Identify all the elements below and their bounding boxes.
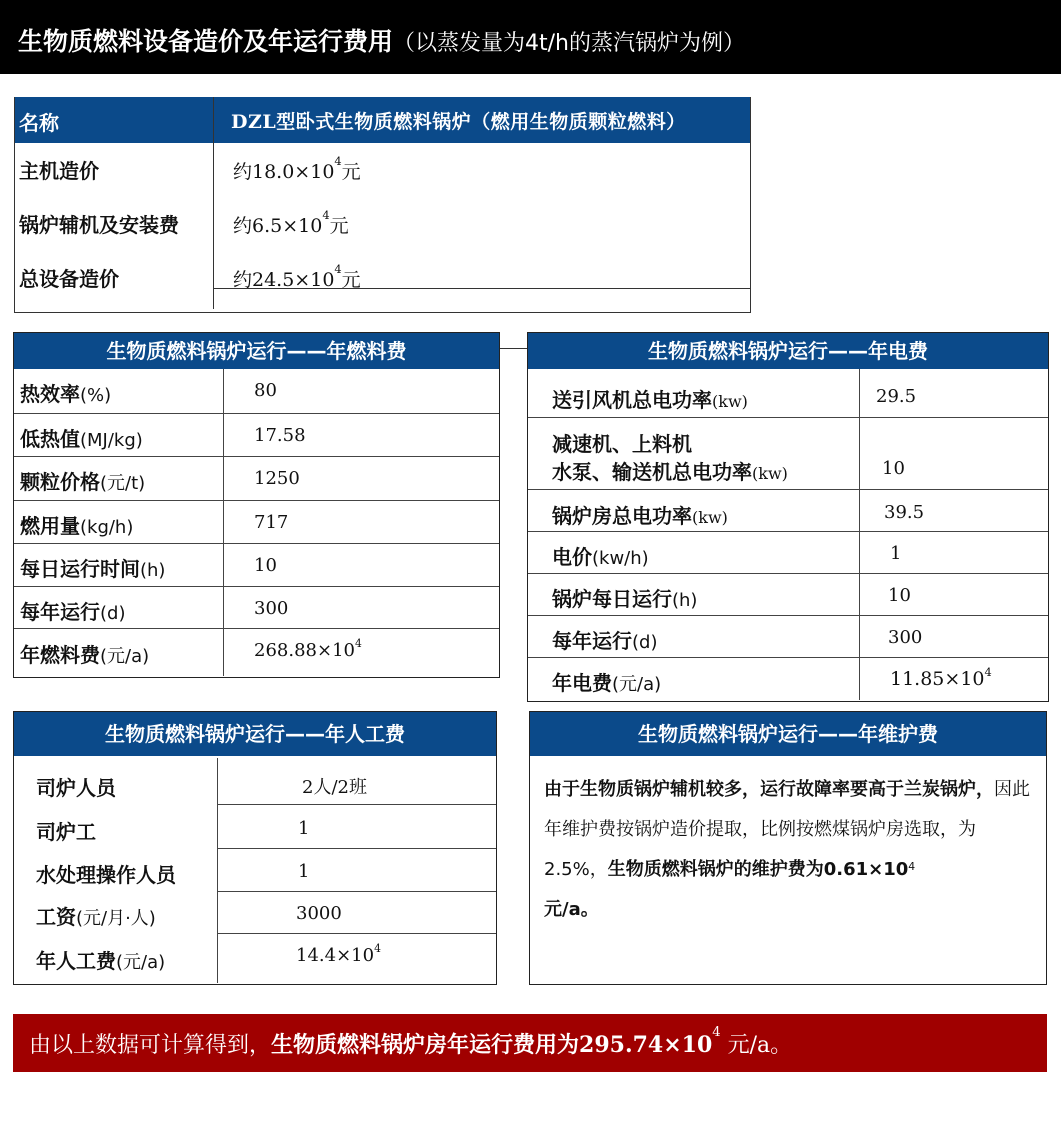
row-label: 总设备造价 <box>19 267 119 291</box>
labor-table-title: 生物质燃料锅炉运行——年人工费 <box>14 712 496 756</box>
table-row <box>15 251 750 304</box>
row-value: $14.4\times 10^4$ <box>296 942 381 966</box>
row-value: 约$24.5\times 10^4$元 <box>233 262 361 291</box>
row-label-line1: 减速机、上料机 <box>552 432 692 456</box>
row-value: 17.58 <box>254 425 306 446</box>
page-title-main: 生物质燃料设备造价及年运行费用 <box>18 27 394 56</box>
row-label: 锅炉房总电功率(kw) <box>552 504 728 528</box>
row-value: 1 <box>890 543 902 564</box>
row-value: 1250 <box>254 468 300 489</box>
table-row <box>528 489 1048 532</box>
row-label: 司炉人员 <box>36 776 116 800</box>
table-row <box>14 586 499 629</box>
summary-text: 由以上数据可计算得到，生物质燃料锅炉房年运行费用为$295.74\times 10^4$ 元/a。 <box>29 1025 793 1058</box>
row-value: 1 <box>298 818 310 839</box>
row-value: $11.85\times 10^4$ <box>890 665 992 690</box>
row-label: 司炉工 <box>36 820 96 844</box>
row-label: 每年运行(d) <box>552 629 658 653</box>
row-value: 300 <box>254 598 289 619</box>
row-value: 3000 <box>296 903 342 924</box>
header-boiler-model: DZL型卧式生物质燃料锅炉（燃用生物质颗粒燃料） <box>231 111 686 133</box>
row-label: 锅炉辅机及安装费 <box>19 213 179 237</box>
table-row <box>528 531 1048 574</box>
row-value: 10 <box>254 555 277 576</box>
row-label: 低热值(MJ/kg) <box>20 427 143 451</box>
table-row <box>528 615 1048 658</box>
row-label: 电价(kw/h) <box>552 545 649 569</box>
table-row <box>528 417 1048 490</box>
row-label: 热效率(%) <box>20 382 112 406</box>
table-row <box>14 804 496 848</box>
row-value: 2人/2班 <box>302 777 367 798</box>
row-value: 约$18.0\times 10^4$元 <box>233 154 361 183</box>
annual-fuel-cost-table <box>13 332 500 678</box>
row-value: 717 <box>254 512 289 533</box>
table-row <box>14 456 499 501</box>
row-value: 10 <box>882 458 905 479</box>
row-value: 39.5 <box>884 502 925 523</box>
row-label: 水处理操作人员 <box>36 863 176 887</box>
row-label: 颗粒价格(元/t) <box>20 470 146 494</box>
row-label: 锅炉每日运行(h) <box>552 587 698 611</box>
title-bar <box>0 0 1061 74</box>
annual-electricity-cost-table <box>527 332 1049 702</box>
row-value: 1 <box>298 861 310 882</box>
page-title-sub: （以蒸发量为4t/h的蒸汽锅炉为例） <box>393 31 745 56</box>
table-row <box>14 543 499 587</box>
row-label: 送引风机总电功率(kw) <box>552 388 748 412</box>
row-label: 燃用量(kg/h) <box>20 514 134 538</box>
table-row <box>14 891 496 933</box>
annual-maintenance-cost-box <box>529 711 1047 985</box>
row-value: $268.88\times 10^4$ <box>254 637 362 661</box>
fuel-table-title: 生物质燃料锅炉运行——年燃料费 <box>14 333 499 369</box>
row-label: 每日运行时间(h) <box>20 557 166 581</box>
table-row <box>528 657 1048 701</box>
table-row <box>14 413 499 457</box>
row-label: 工资(元/月·人) <box>36 905 156 929</box>
row-value: 10 <box>888 585 911 606</box>
equipment-cost-table <box>14 97 751 313</box>
row-label: 水泵、输送机总电功率(kw) <box>552 460 788 484</box>
annual-labor-cost-table <box>13 711 497 985</box>
table-row <box>14 369 499 413</box>
row-value: 29.5 <box>876 386 917 407</box>
row-label: 主机造价 <box>19 159 99 183</box>
table-row <box>14 933 496 983</box>
table-row <box>14 628 499 677</box>
page-title <box>18 22 745 58</box>
summary-banner <box>13 1014 1047 1072</box>
table-row <box>528 573 1048 616</box>
maintenance-description: 由于生物质锅炉辅机较多，运行故障率要高于兰炭锅炉，因此年维护费按锅炉造价提取，比例按燃煤锅炉房选取，为2.5%，生物质燃料锅炉的维护费为$0.61\times 10^4$ 元/a。 <box>544 779 1030 920</box>
row-label: 年电费(元/a) <box>552 671 662 695</box>
maintenance-title: 生物质燃料锅炉运行——年维护费 <box>530 712 1046 756</box>
table-row <box>14 758 496 804</box>
electricity-table-title: 生物质燃料锅炉运行——年电费 <box>528 333 1048 369</box>
row-value: 约$6.5\times 10^4$元 <box>233 208 349 237</box>
table-row <box>15 197 750 250</box>
table-row <box>14 500 499 544</box>
table-row <box>528 369 1048 417</box>
row-label: 年人工费(元/a) <box>36 949 166 973</box>
row-value: 80 <box>254 380 277 401</box>
row-label: 年燃料费(元/a) <box>20 643 150 667</box>
equipment-cost-header <box>15 97 750 143</box>
row-value: 300 <box>888 627 923 648</box>
table-row <box>14 848 496 891</box>
row-label: 每年运行(d) <box>20 600 126 624</box>
header-name-label: 名称 <box>19 111 59 135</box>
table-row <box>15 143 750 196</box>
